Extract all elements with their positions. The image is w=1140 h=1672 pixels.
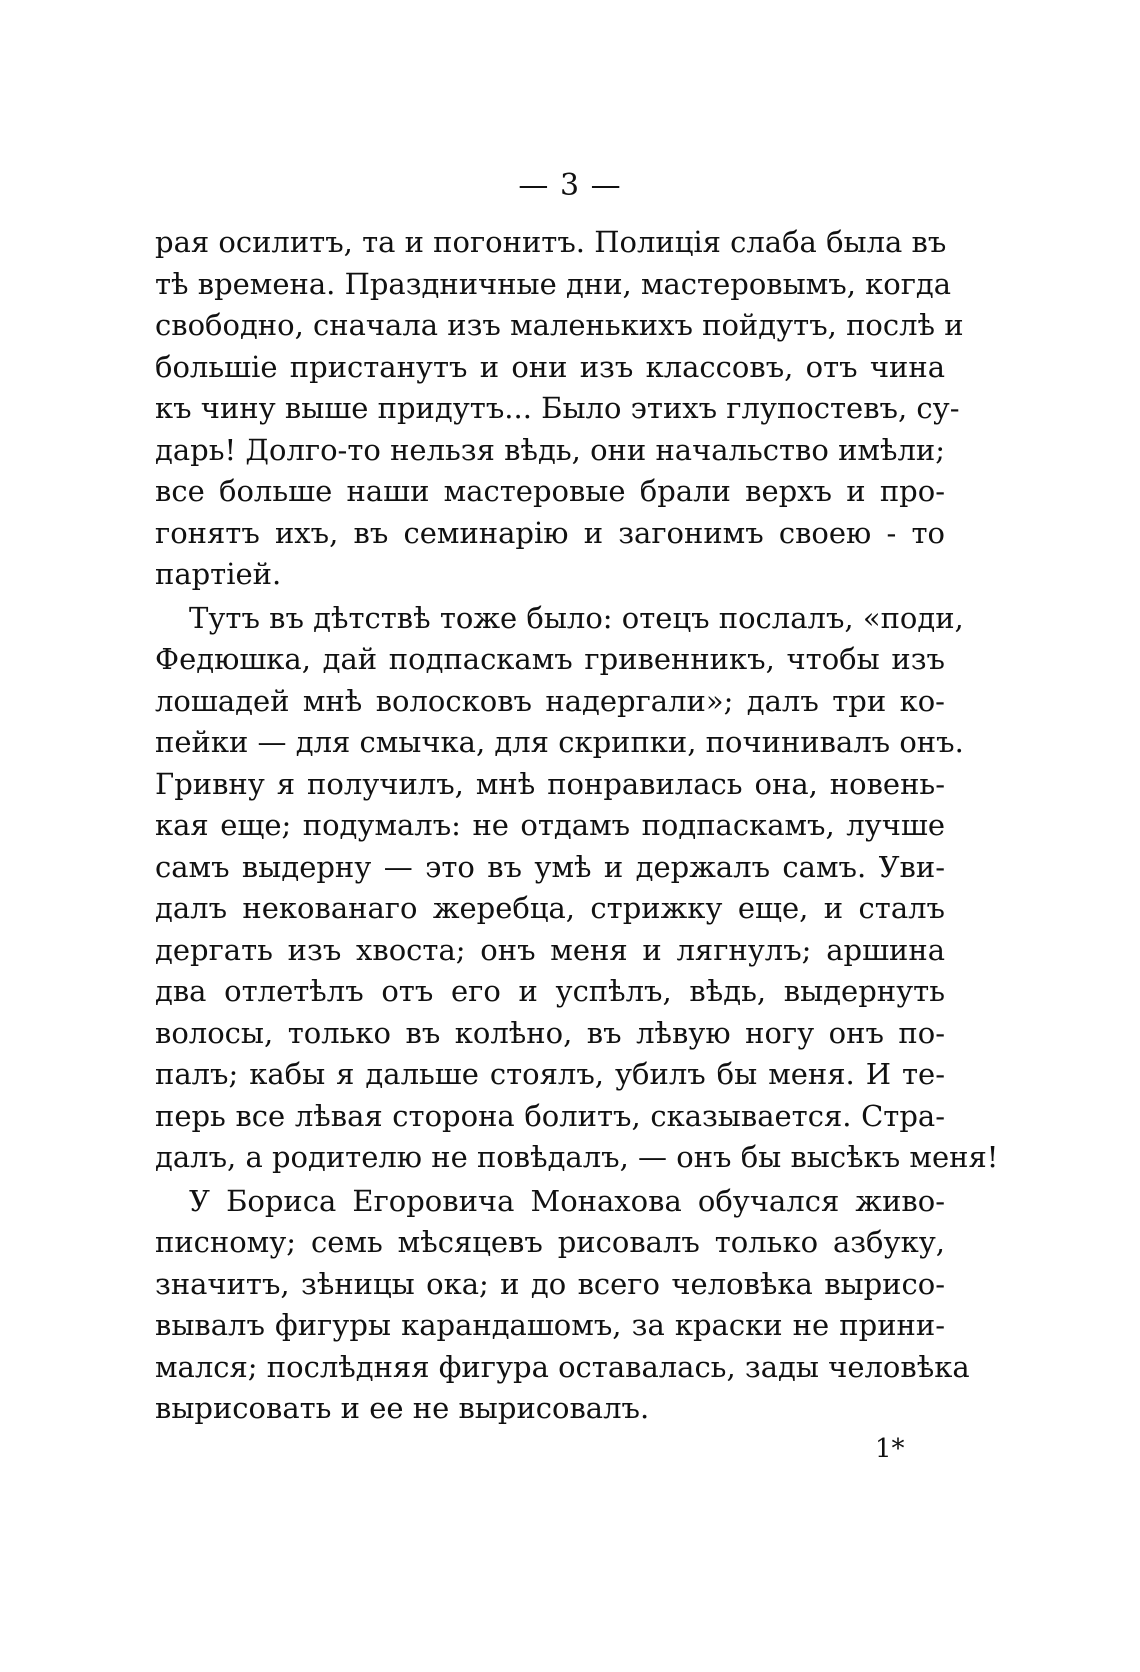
text-line: кая еще; подумалъ: не отдамъ подпаскамъ, лучше xyxy=(155,808,945,842)
printer-signature-mark: 1* xyxy=(875,1434,905,1464)
text-line: партіей. xyxy=(155,557,282,591)
text-line: далъ некованаго жеребца, стрижку еще, и сталъ xyxy=(155,891,945,925)
text-line: палъ; кабы я дальше стоялъ, убилъ бы меня. И те- xyxy=(155,1057,945,1091)
text-line: Тутъ въ дѣтствѣ тоже было: отецъ послалъ, «поди, xyxy=(189,600,964,635)
text-line: все больше наши мастеровые брали верхъ и про- xyxy=(155,474,945,508)
paragraph-2 xyxy=(155,598,999,1179)
text-line: волосы, только въ колѣно, въ лѣвую ногу онъ по- xyxy=(155,1015,945,1050)
text-line: перь все лѣвая сторона болитъ, сказывается. Стра- xyxy=(155,1098,945,1133)
text-line: У Бориса Егоровича Монахова обучался живо- xyxy=(189,1183,945,1218)
body-text xyxy=(155,222,999,1430)
text-line: дергать изъ хвоста; онъ меня и лягнулъ; аршина xyxy=(155,932,945,967)
paragraph-1 xyxy=(155,222,964,596)
paragraph-3 xyxy=(155,1181,970,1430)
text-line: къ чину выше придутъ... Было этихъ глупостевъ, су- xyxy=(155,391,960,425)
text-line: писному; семь мѣсяцевъ рисовалъ только азбуку, xyxy=(155,1225,945,1259)
text-line: значитъ, зѣницы ока; и до всего человѣка вырисо- xyxy=(155,1266,945,1301)
page-number: — 3 — xyxy=(518,168,622,203)
text-line: вывалъ фигуры карандашомъ, за краски не прини- xyxy=(155,1308,945,1342)
text-line: далъ, а родителю не повѣдалъ, — онъ бы высѣкъ меня! xyxy=(155,1140,999,1174)
text-line: Гривну я получилъ, мнѣ понравилась она, новень- xyxy=(155,766,945,801)
text-line: самъ выдерну — это въ умѣ и держалъ самъ. Уви- xyxy=(155,849,945,884)
text-line: рая осилитъ, та и погонитъ. Полиція слаба была въ xyxy=(155,225,947,259)
text-line: мался; послѣдняя фигура оставалась, зады человѣка xyxy=(155,1349,970,1384)
text-line: тѣ времена. Праздничные дни, мастеровымъ, когда xyxy=(155,266,952,301)
text-line: дарь! Долго-то нельзя вѣдь, они начальство имѣли; xyxy=(155,432,945,467)
text-line: пейки — для смычка, для скрипки, починивалъ онъ. xyxy=(155,725,964,759)
text-line: два отлетѣлъ отъ его и успѣлъ, вѣдь, выдернуть xyxy=(155,974,945,1008)
text-line: гонятъ ихъ, въ семинарію и загонимъ своею - то xyxy=(155,515,945,550)
text-line: вырисовать и ее не вырисовалъ. xyxy=(155,1391,650,1425)
text-line: большіе пристанутъ и они изъ классовъ, отъ чина xyxy=(155,349,945,384)
text-line: лошадей мнѣ волосковъ надергали»; далъ три ко- xyxy=(155,683,945,718)
text-line: свободно, сначала изъ маленькихъ пойдутъ, послѣ и xyxy=(155,308,964,342)
text-line: Федюшка, дай подпаскамъ гривенникъ, чтобы изъ xyxy=(155,642,945,676)
